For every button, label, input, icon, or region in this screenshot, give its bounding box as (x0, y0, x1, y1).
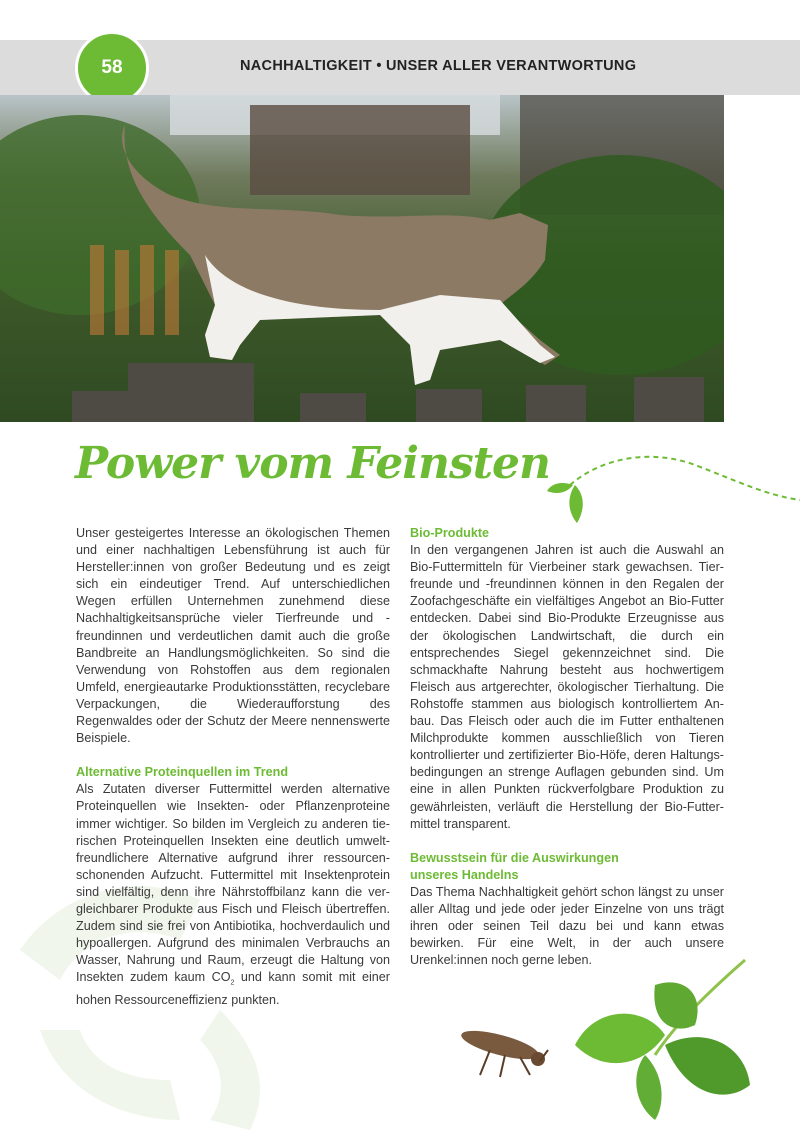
section-heading-awareness-2: unseres Handelns (410, 867, 519, 882)
awareness-paragraph: Das Thema Nachhaltigkeit gehört schon längst zu unser aller Alltag und jede oder jeder Einzelne von uns trägt ihren oder seinen Teil dazu bei und kann etwas bewirken. Für eine Welt, in der auch unsere Urenkel:innen noch gerne leben. (410, 884, 724, 968)
protein-text-a: Als Zutaten diverser Futtermittel werden alternative Proteinquellen wie Insekten- oder Pflanzenproteine immer wichtiger. So bilden im Vergleich zu anderen tierischen Proteinquellen Insekten eine deutlich umweltfreundlichere Alternative aufgrund ihrer ressourcenschonenden Aufzucht. Futtermittel mit Insektenprotein sind vielfältig, denn ihre Nährstoffbilanz kann die vergleichbarer Produkte aus Fisch und Fleisch übertreffen. Zudem sind sie frei von Antibiotika, hochverdaulich und hypoallergen. Aufgrund des minimalen Verbrauchs an Wasser, Nahrung und Raum, erzeugt die Haltung von Insekten zudem kaum CO (76, 782, 390, 985)
co2-subscript: 2 (230, 979, 235, 987)
left-column (76, 525, 390, 1009)
grasshopper-image (450, 1015, 550, 1085)
leaf-swirl-decoration (545, 455, 800, 530)
section-heading-awareness-1: Bewusstsein für die Auswirkungen (410, 850, 619, 865)
right-column (410, 525, 724, 969)
nettle-leaves-image (555, 955, 755, 1125)
intro-paragraph: Unser gesteigertes Interesse an ökologischen Themen und einer nachhaltigen Lebensführung ist auch für Hersteller:innen von großer Bedeutung und es zeigt sich ein eindeutiger Trend. Auf unterschiedlichen Wegen erfüllen Unternehmen zunehmend diese Nachhaltigkeitsansprüche vieler Tierfreunde und -freundinnen und verdeutlichen damit auch die große Bandbreite an Handlungsmöglichkeiten. So sind die Verwendung von Rohstoffen aus dem regionalen Umfeld, energieautarke Produktionsstätten, recyclebare Verpackungen, die Wiederaufforstung des Regenwaldes oder der Schutz der Meere nennenswerte Beispiele. (76, 526, 390, 746)
running-title: NACHHALTIGKEIT • UNSER ALLER VERANTWORTUNG (240, 58, 637, 74)
cat-photo-illustration (0, 95, 724, 422)
page-number: 58 (75, 31, 149, 105)
cat-on-fence-photo (0, 95, 724, 422)
bio-paragraph: In den vergangenen Jahren ist auch die Auswahl an Bio-Futtermitteln für Vierbeiner stark gewachsen. Tierfreunde und -freundinnen können in den Regalen der Zoofachgeschäfte ein vielfältiges Angebot an Bio-Futter entdecken. Dabei sind Bio-Produkte Erzeugnisse aus der ökologischen Landwirtschaft, die durch ein entsprechendes Siegel gekennzeichnet sind. Die schmackhafte Nahrung besteht aus hochwertigem Fleisch aus artgerechter, ökologischer Tierhaltung. Die Rohstoffe stammen aus biologisch kontrolliertem Anbau. Das Fleisch oder auch die im Futter enthaltenen Milchprodukte kommen ausschließlich von Tieren kontrollierter und zertifizierter Bio-Höfe, deren Haltungsbedingungen an strenge Auflagen gebunden sind. Um eine in allen Punkten rückverfolgbare Produktion zu gewährleisten, verläuft die Herstellung der Bio-Futtermittel transparent. (410, 543, 724, 831)
article-title: Power vom Feinsten (75, 438, 551, 489)
section-heading-bio: Bio-Produkte (410, 526, 490, 540)
protein-paragraph (76, 781, 390, 1009)
section-heading-protein: Alternative Proteinquellen im Trend (76, 765, 289, 780)
protein-text-b: und kann somit mit einer hohen Ressourceneffizienz punkten. (76, 970, 390, 1007)
